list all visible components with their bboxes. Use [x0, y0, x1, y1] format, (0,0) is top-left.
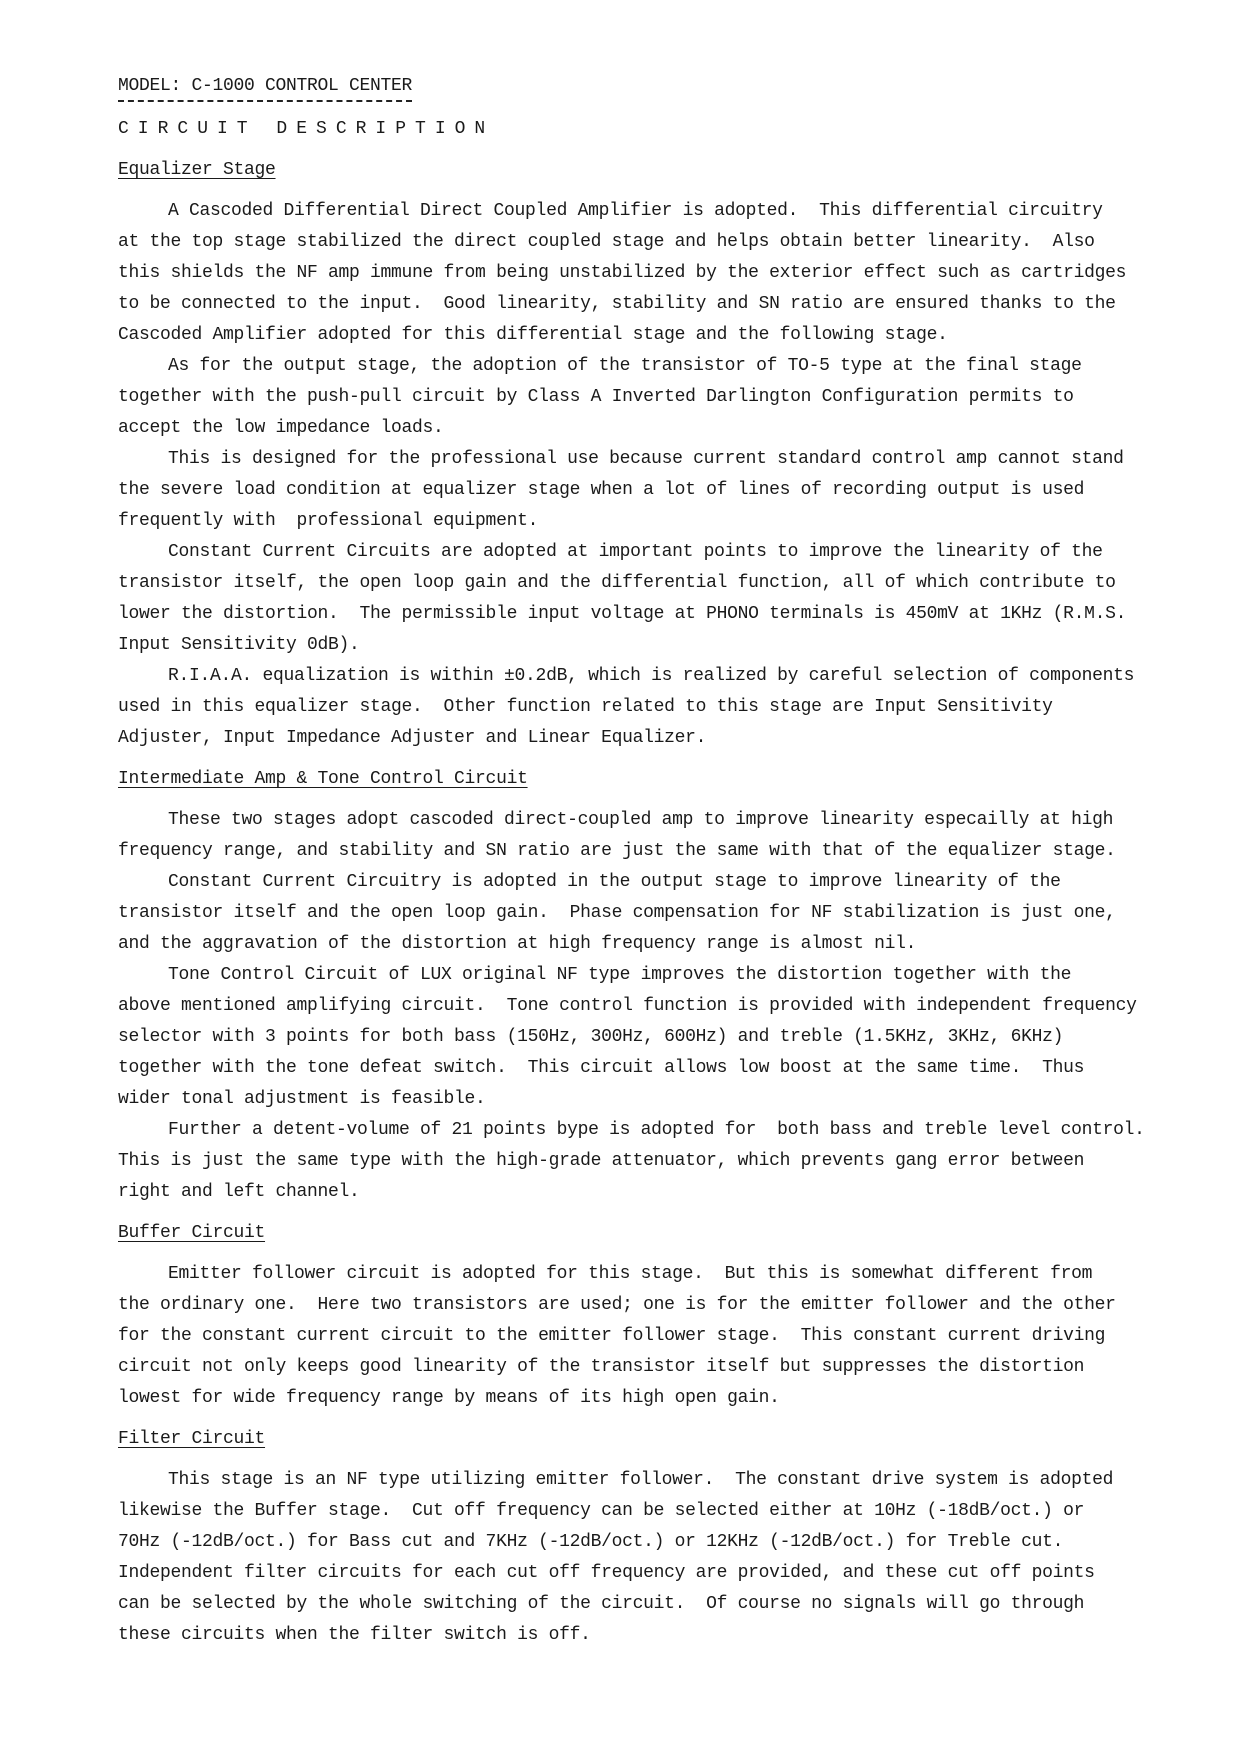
text-line: the severe load condition at equalizer stage when a lot of lines of recording output is used	[118, 480, 1085, 500]
text-line: right and left channel.	[118, 1182, 360, 1202]
section-heading	[118, 764, 1198, 795]
paragraph	[118, 1259, 1198, 1414]
section-heading-text: Equalizer Stage	[118, 160, 276, 180]
paragraph	[118, 1115, 1198, 1208]
text-line: Further a detent-volume of 21 points bype is adopted for both bass and treble level control.	[168, 1120, 1145, 1140]
text-line: likewise the Buffer stage. Cut off frequency can be selected either at 10Hz (-18dB/oct.) or	[118, 1501, 1085, 1521]
text-line: circuit not only keeps good linearity of the transistor itself but suppresses the distortion	[118, 1357, 1085, 1377]
text-line: frequently with professional equipment.	[118, 511, 539, 531]
text-line: this shields the NF amp immune from being unstabilized by the exterior effect such as cartridges	[118, 263, 1127, 283]
text-line: together with the tone defeat switch. This circuit allows low boost at the same time. Thus	[118, 1058, 1085, 1078]
model-title: MODEL: C-1000 CONTROL CENTER	[118, 74, 412, 102]
text-line: transistor itself and the open loop gain. Phase compensation for NF stabilization is just one,	[118, 903, 1116, 923]
section	[118, 155, 1198, 754]
paragraph	[118, 444, 1198, 537]
sections	[118, 155, 1198, 1651]
section-heading	[118, 1218, 1198, 1249]
text-line: R.I.A.A. equalization is within ±0.2dB, which is realized by careful selection of components	[168, 666, 1135, 686]
text-line: and the aggravation of the distortion at high frequency range is almost nil.	[118, 934, 917, 954]
text-line: at the top stage stabilized the direct coupled stage and helps obtain better linearity. Also	[118, 232, 1095, 252]
text-line: 70Hz (-12dB/oct.) for Bass cut and 7KHz (-12dB/oct.) or 12KHz (-12dB/oct.) for Treble cut.	[118, 1532, 1064, 1552]
text-line: As for the output stage, the adoption of the transistor of TO-5 type at the final stage	[168, 356, 1082, 376]
section	[118, 1424, 1198, 1651]
text-line: above mentioned amplifying circuit. Tone control function is provided with independent frequency	[118, 996, 1137, 1016]
section-heading	[118, 155, 1198, 186]
section-heading-text: Filter Circuit	[118, 1429, 266, 1449]
text-line: wider tonal adjustment is feasible.	[118, 1089, 486, 1109]
document-page	[118, 74, 1198, 1651]
text-line: Constant Current Circuitry is adopted in the output stage to improve linearity of the	[168, 872, 1061, 892]
text-line: This is designed for the professional use because current standard control amp cannot stand	[168, 449, 1124, 469]
text-line: Tone Control Circuit of LUX original NF type improves the distortion together with the	[168, 965, 1072, 985]
text-line: frequency range, and stability and SN ratio are just the same with that of the equalizer stage.	[118, 841, 1116, 861]
text-line: these circuits when the filter switch is off.	[118, 1625, 591, 1645]
text-line: accept the low impedance loads.	[118, 418, 444, 438]
text-line: transistor itself, the open loop gain and the differential function, all of which contribute to	[118, 573, 1116, 593]
text-line: This stage is an NF type utilizing emitter follower. The constant drive system is adopted	[168, 1470, 1114, 1490]
text-line: These two stages adopt cascoded direct-coupled amp to improve linearity especailly at high	[168, 810, 1114, 830]
section	[118, 764, 1198, 1208]
text-line: Independent filter circuits for each cut off frequency are provided, and these cut off points	[118, 1563, 1095, 1583]
text-line: This is just the same type with the high-grade attenuator, which prevents gang error between	[118, 1151, 1085, 1171]
text-line: A Cascoded Differential Direct Coupled Amplifier is adopted. This differential circuitry	[168, 201, 1103, 221]
section-heading-text: Buffer Circuit	[118, 1223, 266, 1243]
paragraph	[118, 805, 1198, 867]
paragraph	[118, 960, 1198, 1115]
text-line: lower the distortion. The permissible input voltage at PHONO terminals is 450mV at 1KHz (R.M.S.	[118, 604, 1127, 624]
text-line: used in this equalizer stage. Other function related to this stage are Input Sensitivity	[118, 697, 1053, 717]
text-line: selector with 3 points for both bass (150Hz, 300Hz, 600Hz) and treble (1.5KHz, 3KHz, 6KHz)	[118, 1027, 1064, 1047]
paragraph	[118, 1465, 1198, 1651]
paragraph	[118, 196, 1198, 351]
section-heading	[118, 1424, 1198, 1455]
paragraph	[118, 537, 1198, 661]
text-line: Emitter follower circuit is adopted for this stage. But this is somewhat different from	[168, 1264, 1093, 1284]
text-line: lowest for wide frequency range by means of its high open gain.	[118, 1388, 780, 1408]
text-line: for the constant current circuit to the emitter follower stage. This constant current driving	[118, 1326, 1106, 1346]
text-line: Input Sensitivity 0dB).	[118, 635, 360, 655]
paragraph	[118, 351, 1198, 444]
text-line: together with the push-pull circuit by Class A Inverted Darlington Configuration permits to	[118, 387, 1074, 407]
text-line: Constant Current Circuits are adopted at important points to improve the linearity of the	[168, 542, 1103, 562]
text-line: the ordinary one. Here two transistors are used; one is for the emitter follower and the other	[118, 1295, 1116, 1315]
paragraph	[118, 661, 1198, 754]
text-line: Adjuster, Input Impedance Adjuster and Linear Equalizer.	[118, 728, 707, 748]
section-heading-text: Intermediate Amp & Tone Control Circuit	[118, 769, 528, 789]
text-line: Cascoded Amplifier adopted for this differential stage and the following stage.	[118, 325, 948, 345]
section	[118, 1218, 1198, 1414]
paragraph	[118, 867, 1198, 960]
text-line: to be connected to the input. Good linearity, stability and SN ratio are ensured thanks to the	[118, 294, 1116, 314]
text-line: can be selected by the whole switching of the circuit. Of course no signals will go through	[118, 1594, 1085, 1614]
document-title: CIRCUIT DESCRIPTION	[118, 119, 495, 139]
